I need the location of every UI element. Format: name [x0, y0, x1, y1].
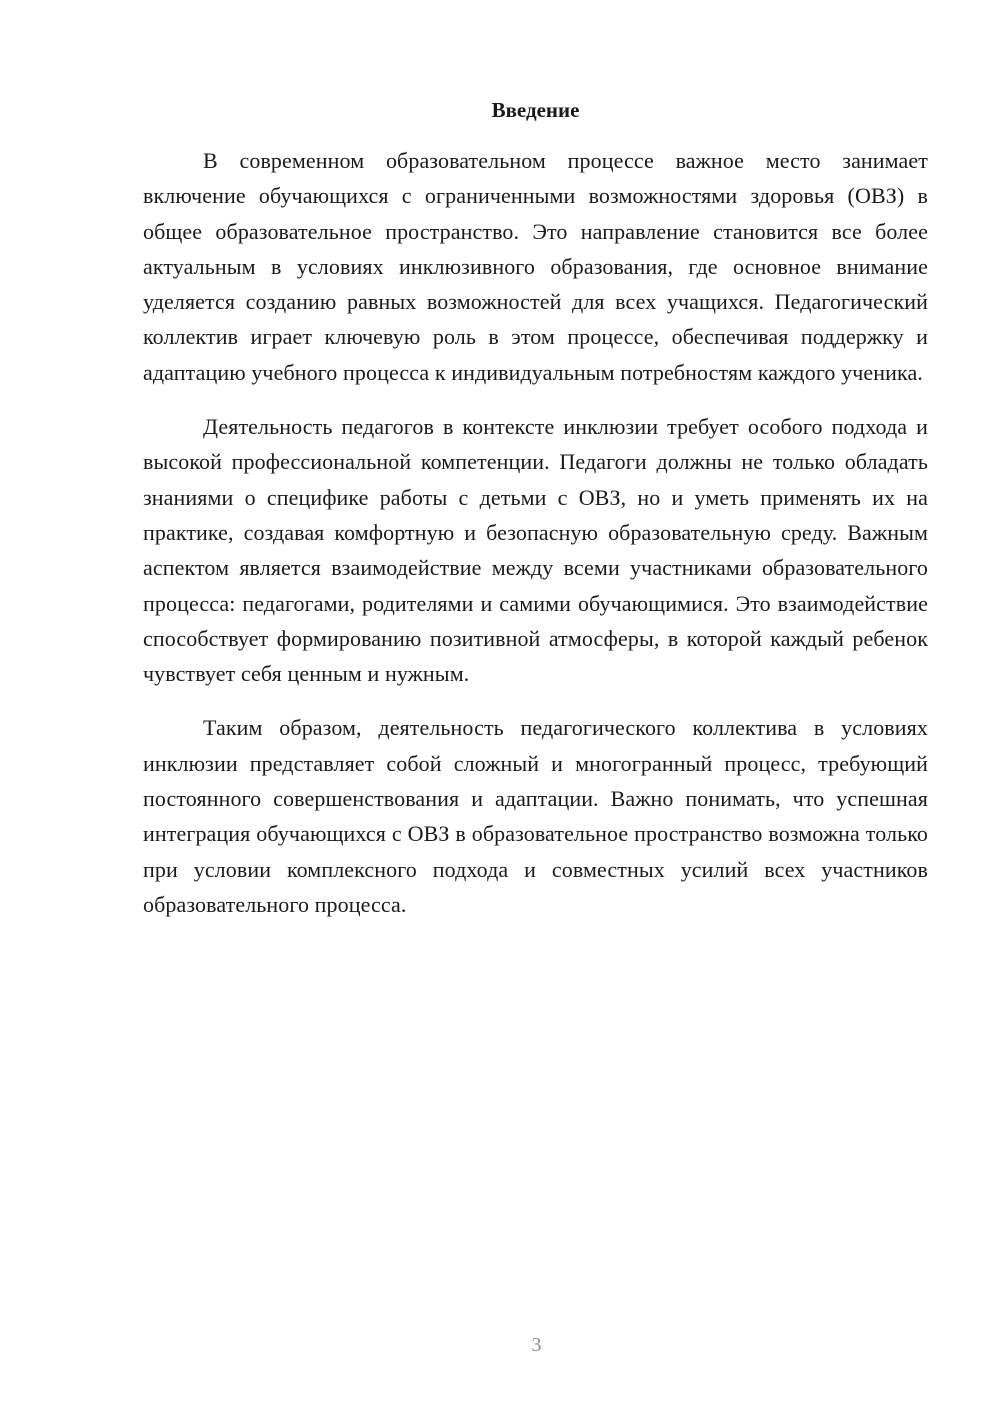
page-content [143, 95, 928, 941]
page-title: Введение [491, 98, 580, 122]
paragraph-1: В современном образовательном процессе важное место занимает включение обучающихся с ограниченными возможностями здоровья (ОВЗ) в общее образовательное пространство. Это направление становится все более актуальным в условиях инклюзивного образования, где основное внимание уделяется созданию равных возможностей для всех учащихся. Педагогический коллектив играет ключевую роль в этом процессе, обеспечивая поддержку и адаптацию учебного процесса к индивидуальным потребностям каждого ученика. [143, 148, 928, 385]
paragraph-3: Таким образом, деятельность педагогического коллектива в условиях инклюзии представляет собой сложный и многогранный процесс, требующий постоянного совершенствования и адаптации. Важно понимать, что успешная интеграция обучающихся с ОВЗ в образовательное пространство возможна только при условии комплексного подхода и совместных усилий всех участников образовательного процесса. [143, 715, 928, 917]
page-number: 3 [531, 1334, 542, 1356]
paragraph-2: Деятельность педагогов в контексте инклюзии требует особого подхода и высокой профессиональной компетенции. Педагоги должны не только обладать знаниями о специфике работы с детьми с ОВЗ, но и уметь применять их на практике, создавая комфортную и безопасную образовательную среду. Важным аспектом является взаимодействие между всеми участниками образовательного процесса: педагогами, родителями и самими обучающимися. Это взаимодействие способствует формированию позитивной атмосферы, в которой каждый ребенок чувствует себя ценным и нужным. [143, 414, 928, 687]
